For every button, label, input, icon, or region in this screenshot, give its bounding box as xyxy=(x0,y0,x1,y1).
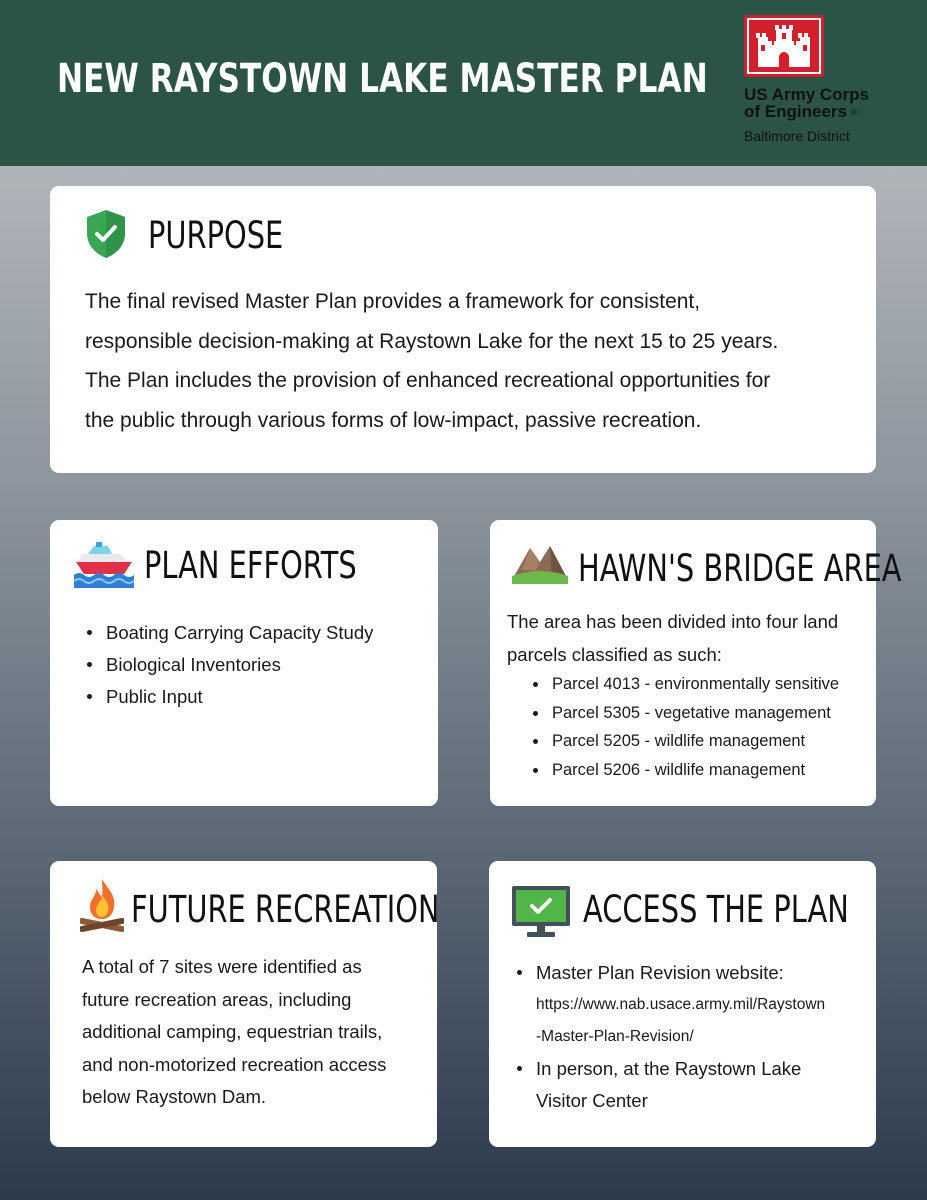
list-item: Parcel 5205 - wildlife management xyxy=(552,727,839,756)
intro-line: parcels classified as such: xyxy=(507,644,722,665)
in-person-line: Visitor Center xyxy=(536,1090,648,1111)
boat-icon xyxy=(74,542,134,588)
hawns-bridge-intro xyxy=(507,605,838,671)
list-item: Parcel 5206 - wildlife management xyxy=(552,756,839,785)
registered-mark: ® xyxy=(850,108,857,118)
logo-district: Baltimore District xyxy=(744,128,850,144)
purpose-card xyxy=(50,186,876,473)
url-line[interactable]: -Master-Plan-Revision/ xyxy=(536,1028,694,1045)
plan-efforts-card xyxy=(50,520,438,806)
plan-efforts-title: PLAN EFFORTS xyxy=(144,544,357,587)
plan-efforts-list xyxy=(106,617,373,713)
purpose-line: responsible decision-making at Raystown Lake for the next 15 to 25 years. xyxy=(85,329,779,353)
header-banner xyxy=(0,0,927,166)
website-label: Master Plan Revision website: xyxy=(536,962,784,983)
purpose-title: PURPOSE xyxy=(148,214,284,257)
future-recreation-card xyxy=(50,861,440,1147)
page-title: NEW RAYSTOWN LAKE MASTER PLAN xyxy=(57,56,708,102)
logo-line-1: US Army Corps xyxy=(744,85,870,104)
shield-check-icon xyxy=(84,208,128,260)
list-item: Boating Carrying Capacity Study xyxy=(106,617,373,649)
parcel-list xyxy=(552,670,839,784)
purpose-line: The final revised Master Plan provides a framework for consistent, xyxy=(85,290,701,313)
purpose-line: The Plan includes the provision of enhanced recreational opportunities for xyxy=(85,369,771,392)
monitor-check-icon xyxy=(512,886,570,938)
mountain-icon xyxy=(512,540,568,584)
hawns-bridge-title: HAWN'S BRIDGE AREA xyxy=(578,547,902,590)
purpose-line: the public through various forms of low-impact, passive recreation. xyxy=(85,408,702,432)
list-item xyxy=(536,1053,825,1117)
list-item xyxy=(536,957,825,1053)
list-item: Parcel 4013 - environmentally sensitive xyxy=(552,670,839,699)
future-recreation-text xyxy=(82,951,386,1114)
text-line: below Raystown Dam. xyxy=(82,1086,267,1107)
text-line: future recreation areas, including xyxy=(82,988,352,1010)
text-line: and non-motorized recreation access xyxy=(82,1053,387,1075)
access-list xyxy=(536,957,825,1117)
castle-logo-icon xyxy=(744,15,824,77)
text-line: A total of 7 sites were identified as xyxy=(82,956,362,977)
in-person-line: In person, at the Raystown Lake xyxy=(536,1058,802,1079)
intro-line: The area has been divided into four land xyxy=(507,611,839,632)
website-link[interactable] xyxy=(536,989,825,1053)
access-plan-title: ACCESS THE PLAN xyxy=(583,888,849,931)
url-line[interactable]: https://www.nab.usace.army.mil/Raystown xyxy=(536,996,826,1013)
logo-line-2: of Engineers xyxy=(744,102,847,121)
hawns-bridge-card xyxy=(490,520,902,806)
list-item: Public Input xyxy=(106,681,373,713)
future-recreation-title: FUTURE RECREATION xyxy=(131,888,440,931)
list-item: Parcel 5305 - vegetative management xyxy=(552,699,839,728)
list-item: Biological Inventories xyxy=(106,649,373,681)
access-plan-card xyxy=(489,861,876,1147)
purpose-text xyxy=(85,282,778,440)
text-line: additional camping, equestrian trails, xyxy=(82,1021,383,1042)
campfire-icon xyxy=(80,877,124,933)
usace-logo xyxy=(744,15,884,150)
